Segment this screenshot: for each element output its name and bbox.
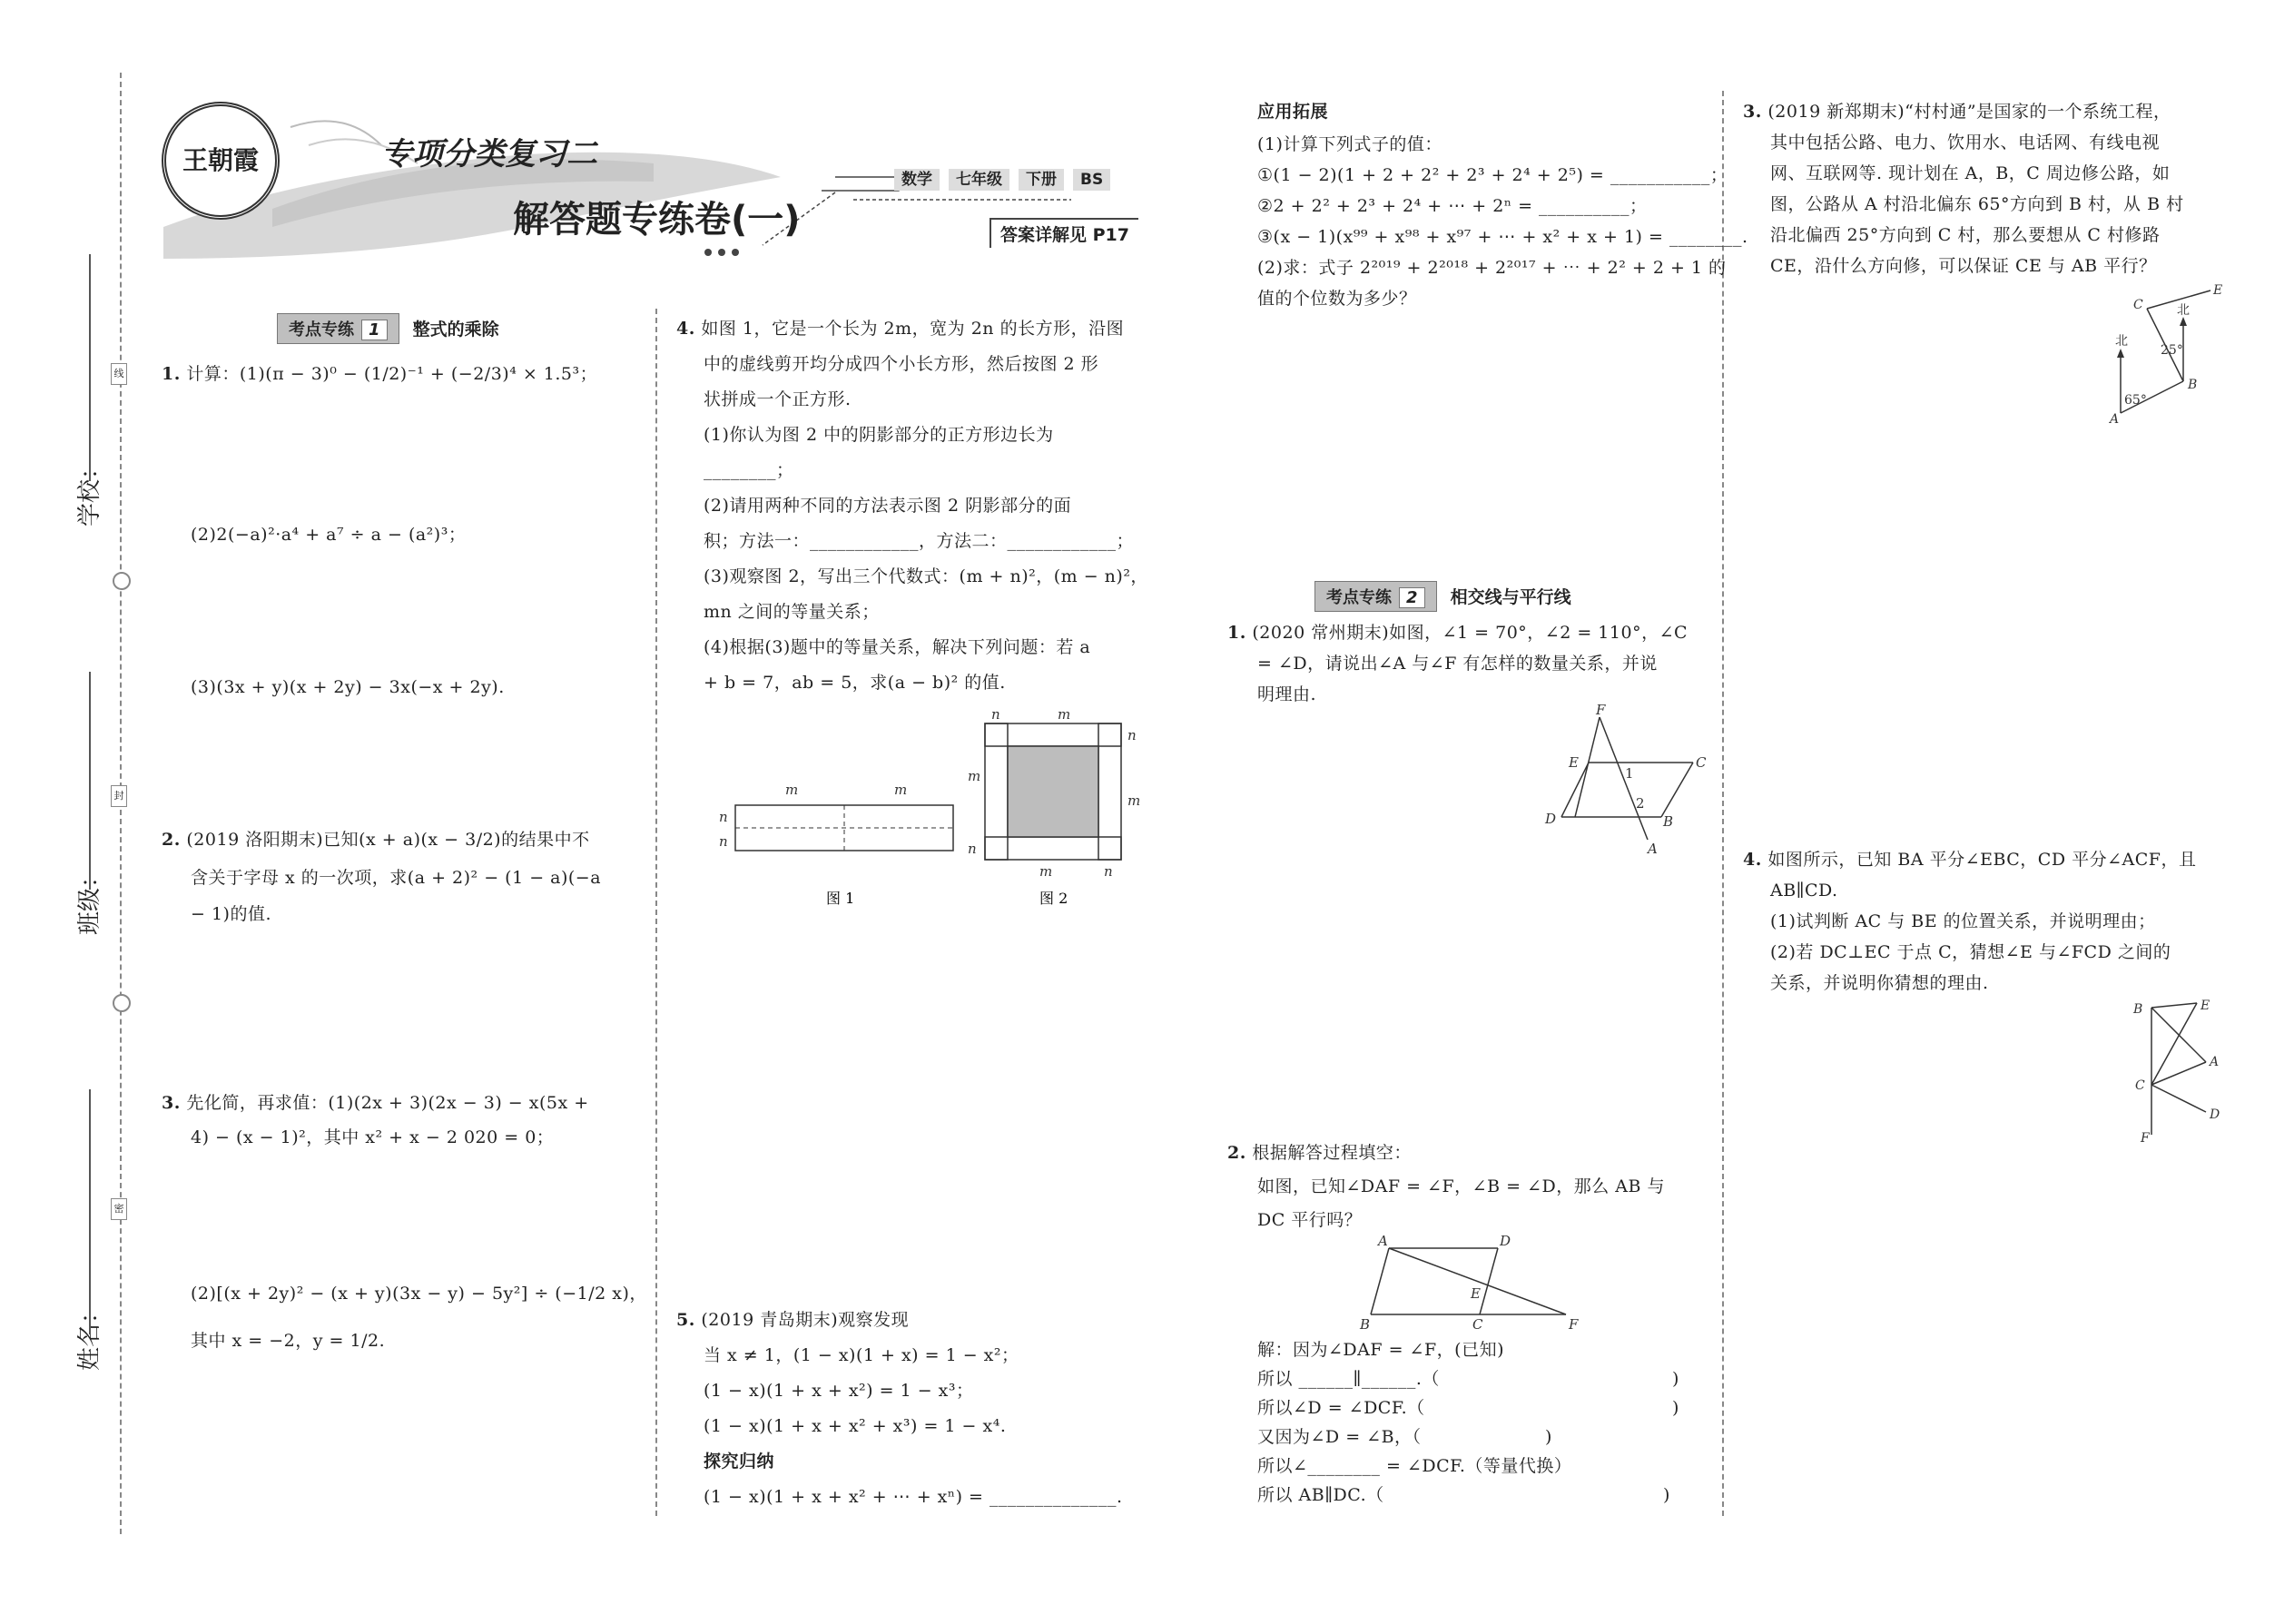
class-blank[interactable] [89, 672, 91, 890]
question-5-line-3: (1 − x)(1 + x + x²) = 1 − x³； [704, 1381, 974, 1401]
question-4-part-2-blank[interactable]: 积；方法一：____________，方法二：____________； [704, 531, 1135, 551]
solution-line-6-close: ) [1663, 1485, 1670, 1505]
tag-grade: 七年级 [949, 169, 1009, 191]
figure-2-caption: 图 2 [1039, 890, 1068, 907]
fig2-label-m: m [1039, 863, 1053, 880]
fig1-label-n: n [719, 809, 728, 825]
fig1-label-m: m [894, 782, 908, 798]
section-2-question-2: 2. 根据解答过程填空： [1227, 1143, 1412, 1163]
fig1-label-m: m [785, 782, 799, 798]
extension-title: 应用拓展 [1257, 102, 1329, 122]
solution-line-4[interactable]: 又因为∠D = ∠B，（ [1257, 1427, 1422, 1447]
label-F: F [1569, 1316, 1579, 1333]
question-5-line-2: 当 x ≠ 1，(1 − x)(1 + x) = 1 − x²； [704, 1345, 1019, 1365]
fig2-label-n: n [1104, 863, 1113, 880]
solution-line-3-close: ) [1672, 1398, 1679, 1418]
figure-parallel-lines-1 [1534, 704, 1716, 858]
class-label: 班级： [76, 863, 103, 935]
question-1: 1. 计算：(1)(π − 3)⁰ − (1/2)⁻¹ + (−2/3)⁴ × 1.5³； [162, 364, 598, 384]
section-2-question-3-line-4: 图，公路从 A 村沿北偏东 65°方向到 B 村，从 B 村 [1770, 194, 2184, 214]
fig2-label-m: m [1127, 792, 1141, 809]
fig2-label-n: n [1127, 727, 1137, 743]
question-1-part-3: (3)(3x + y)(x + 2y) − 3x(−x + 2y). [191, 677, 505, 697]
label-65-deg: 65° [2124, 393, 2147, 408]
label-north: 北 [2115, 334, 2128, 349]
figure-rectangles [708, 704, 1144, 912]
label-B: B [2133, 1002, 2143, 1017]
section-2-question-3: 3. (2019 新郑期末)“村村通”是国家的一个系统工程， [1743, 102, 2171, 122]
section-2-question-1: 1. (2020 常州期末)如图，∠1 = 70°，∠2 = 110°，∠C [1227, 623, 1689, 643]
section-2-question-3-line-5: 沿北偏西 25°方向到 C 村，那么要想从 C 村修路 [1770, 225, 2161, 245]
question-4-part-1-blank[interactable]: ________； [704, 460, 794, 480]
question-4: 4. 如图 1，它是一个长为 2m，宽为 2n 的长方形，沿图 [676, 319, 1125, 339]
label-25-deg: 25° [2161, 343, 2183, 358]
section-2-question-3-line-2: 其中包括公路、电力、饮用水、电话网、有线电视 [1770, 133, 2161, 153]
section-badge: 考点专练 1 [277, 313, 399, 344]
question-3-line-2: 4) − (x − 1)²，其中 x² + x − 2 020 = 0； [191, 1127, 555, 1147]
question-4-part-4-line-2: + b = 7，ab = 5，求(a − b)² 的值. [704, 673, 1006, 693]
label-C: C [1472, 1316, 1483, 1333]
fig2-label-m: m [1058, 706, 1071, 723]
section-title: 相交线与平行线 [1450, 587, 1571, 607]
label-C: C [2135, 1078, 2145, 1093]
label-angle-2: 2 [1636, 795, 1645, 812]
solution-line-3[interactable]: 所以∠D = ∠DCF.（ [1257, 1398, 1425, 1418]
page-title: 解答题专练卷(一) [513, 199, 801, 241]
solution-line-4-close: ) [1545, 1427, 1552, 1447]
solution-line-5[interactable]: 所以∠________ = ∠DCF.（等量代换） [1257, 1456, 1572, 1476]
section-2-question-2-line-3: DC 平行吗？ [1257, 1210, 1363, 1230]
question-5-line-4: (1 − x)(1 + x + x² + x³) = 1 − x⁴. [704, 1416, 1007, 1436]
extension-line-4[interactable]: ③(x − 1)(x⁹⁹ + x⁹⁸ + x⁹⁷ + ⋯ + x² + x + 1) = ________. [1257, 227, 1748, 247]
extension-line-6: 值的个位数为多少？ [1257, 289, 1417, 309]
extension-line-5: (2)求：式子 2²⁰¹⁹ + 2²⁰¹⁸ + 2²⁰¹⁷ + ⋯ + 2² + 2 + 1 的 [1257, 258, 1727, 278]
section-2-question-4: 4. 如图所示，已知 BA 平分∠EBC，CD 平分∠ACF，且 [1743, 850, 2197, 870]
section-2-question-1-line-2: = ∠D，请说出∠A 与∠F 有怎样的数量关系，并说 [1257, 654, 1658, 674]
fig2-label-n: n [991, 706, 1000, 723]
tag-volume: 下册 [1019, 169, 1064, 191]
label-B: B [1663, 813, 1674, 830]
fig1-label-n: n [719, 833, 728, 850]
name-label: 姓名： [76, 1299, 103, 1371]
seal-mark-secret: 密 [111, 1198, 127, 1220]
label-E: E [1569, 754, 1579, 771]
solution-line-2[interactable]: 所以 ______∥______.（ [1257, 1369, 1440, 1389]
label-D: D [1500, 1235, 1511, 1249]
question-2: 2. (2019 洛阳期末)已知(x + a)(x − 3/2)的结果中不 [162, 830, 590, 850]
subject-tags [894, 166, 1119, 189]
label-B: B [2188, 378, 2198, 392]
solution-line-1: 解：因为∠DAF = ∠F，(已知) [1257, 1340, 1504, 1360]
section-2-question-4-line-5: 关系，并说明你猜想的理由. [1770, 973, 1989, 993]
label-C: C [2133, 298, 2143, 312]
label-A: A [2110, 412, 2120, 427]
extension-line-2[interactable]: ①(1 − 2)(1 + 2 + 2² + 2³ + 2⁴ + 2⁵) = ___________； [1257, 165, 1728, 185]
tag-edition: BS [1073, 169, 1110, 191]
label-D: D [1545, 811, 1557, 827]
figure-1-caption: 图 1 [826, 890, 855, 907]
label-E: E [2200, 999, 2210, 1013]
question-2-line-2: 含关于字母 x 的一次项，求(a + 2)² − (1 − a)(−a [191, 868, 602, 888]
figure-direction [2097, 281, 2233, 427]
section-2-question-3-line-3: 网、互联网等. 现计划在 A，B，C 周边修公路，如 [1770, 163, 2171, 183]
question-4-line-2: 中的虚线剪开均分成四个小长方形，然后按图 2 形 [704, 354, 1099, 374]
label-E: E [1471, 1285, 1481, 1302]
question-4-part-1: (1)你认为图 2 中的阴影部分的正方形边长为 [704, 425, 1054, 445]
column-divider [655, 309, 657, 1516]
series-title: 专项分类复习二 [381, 136, 597, 172]
section-1-header [277, 313, 499, 344]
question-3: 3. 先化简，再求值：(1)(2x + 3)(2x − 3) − x(5x + [162, 1093, 589, 1113]
question-3-part-2: (2)[(x + 2y)² − (x + y)(3x − y) − 5y²] ÷ (−1/2 x)， [191, 1284, 647, 1304]
label-E: E [2213, 283, 2223, 298]
figure-bisectors [2115, 999, 2233, 1144]
section-badge: 考点专练 2 [1314, 581, 1437, 612]
label-A: A [1648, 841, 1658, 857]
label-F: F [2141, 1131, 2150, 1144]
question-5: 5. (2019 青岛期末)观察发现 [676, 1310, 910, 1330]
label-north: 北 [2177, 303, 2190, 318]
question-4-part-3-line-2: mn 之间的等量关系； [704, 602, 880, 622]
label-B: B [1360, 1316, 1371, 1333]
section-2-question-2-line-2: 如图，已知∠DAF = ∠F，∠B = ∠D，那么 AB 与 [1257, 1176, 1665, 1196]
school-blank[interactable] [89, 254, 91, 481]
section-2-question-4-line-2: AB∥CD. [1770, 881, 1838, 901]
fig2-label-n: n [968, 841, 977, 857]
question-1-part-2: (2)2(−a)²·a⁴ + a⁷ ÷ a − (a²)³； [191, 525, 467, 545]
school-label: 学校： [76, 455, 103, 527]
question-4-part-2: (2)请用两种不同的方法表示图 2 阴影部分的面 [704, 496, 1072, 516]
binding-hole-icon [113, 572, 131, 590]
section-2-question-4-line-4: (2)若 DC⊥EC 于点 C，猜想∠E 与∠FCD 之间的 [1770, 942, 2171, 962]
extension-line-1: (1)计算下列式子的值： [1257, 134, 1442, 154]
label-A: A [2210, 1055, 2220, 1069]
question-3-part-2-line-2: 其中 x = −2，y = 1/2. [191, 1331, 386, 1351]
section-title: 整式的乘除 [412, 320, 499, 340]
label-F: F [1596, 704, 1606, 718]
question-2-line-3: − 1)的值. [191, 904, 272, 924]
answer-reference: 答案详解见 P17 [989, 218, 1138, 248]
question-4-part-4: (4)根据(3)题中的等量关系，解决下列问题：若 a [704, 637, 1091, 657]
label-A: A [1378, 1235, 1388, 1249]
label-C: C [1696, 754, 1707, 771]
extension-line-3[interactable]: ②2 + 2² + 2³ + 2⁴ + ⋯ + 2ⁿ = __________； [1257, 196, 1648, 216]
question-4-part-3: (3)观察图 2，写出三个代数式：(m + n)²，(m − n)²， [704, 566, 1148, 586]
logo-seal: 王朝霞 [162, 102, 280, 220]
figure-parallelogram [1344, 1235, 1589, 1334]
column-divider [1722, 91, 1724, 1516]
question-5-subheading: 探究归纳 [704, 1452, 775, 1471]
section-2-question-4-line-3: (1)试判断 AC 与 BE 的位置关系，并说明理由； [1770, 911, 2156, 931]
tag-subject: 数学 [894, 169, 940, 191]
solution-line-2-close: ) [1672, 1369, 1679, 1389]
section-2-header [1314, 581, 1571, 612]
label-D: D [2210, 1107, 2220, 1122]
name-blank[interactable] [89, 1089, 91, 1334]
fig2-label-m: m [968, 768, 981, 784]
label-angle-1: 1 [1625, 765, 1634, 782]
solution-line-6[interactable]: 所以 AB∥DC.（ [1257, 1485, 1384, 1505]
question-5-blank[interactable]: (1 − x)(1 + x + x² + ⋯ + xⁿ) = ______________. [704, 1487, 1123, 1507]
section-2-question-1-line-3: 明理由. [1257, 684, 1317, 704]
section-2-question-3-line-6: CE，沿什么方向修，可以保证 CE 与 AB 平行？ [1770, 256, 2157, 276]
seal-mark-seal: 封 [111, 785, 127, 807]
seal-mark-line: 线 [111, 363, 127, 385]
binding-hole-icon [113, 994, 131, 1012]
question-4-line-3: 状拼成一个正方形. [704, 389, 852, 409]
